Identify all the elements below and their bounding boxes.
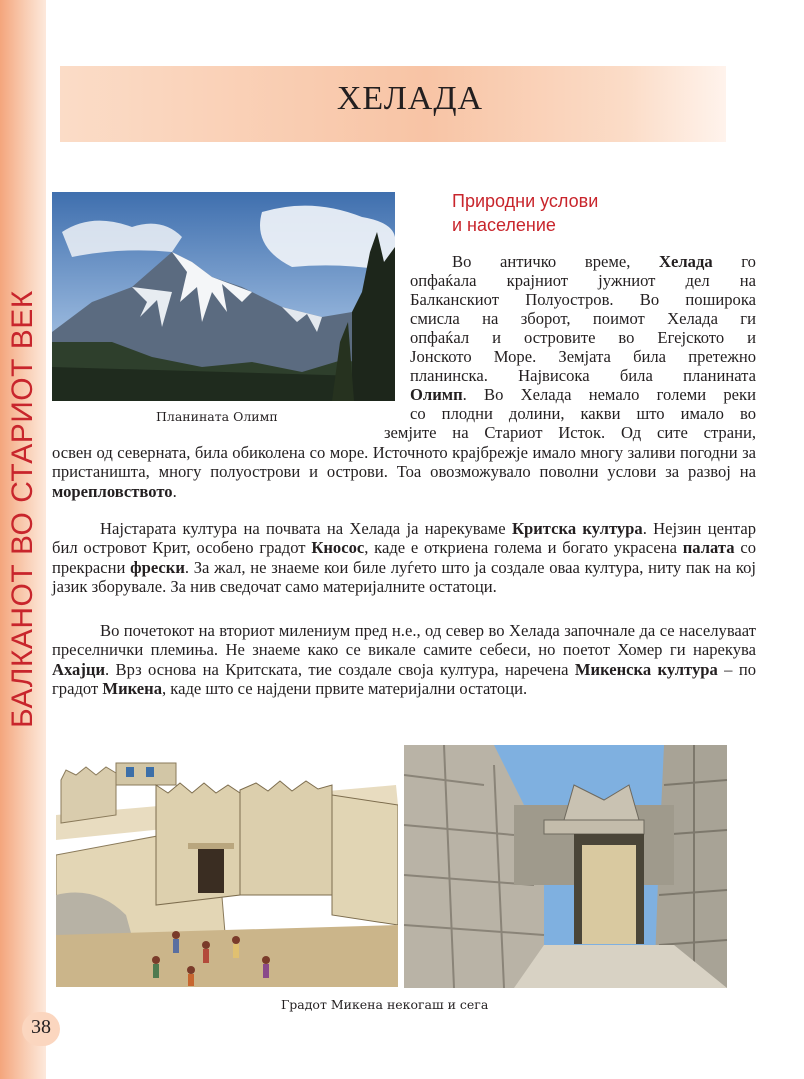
p1-line-9: со плодни долини, какви што имало во <box>410 404 756 423</box>
p1-rest: освен од северната, била обиколена со море. Источното крајбрежје имало многу заливи погодни за пристаништа, многу полуострови и острови. Тоа овозможувало поволни услови за развој на морепловството. <box>52 443 756 501</box>
p1-line-6: Јонското Море. Земјата била претежно <box>410 347 756 366</box>
p1-line-3: Балканскиот Полуостров. Во поширока <box>410 290 756 309</box>
mycenae-caption: Градот Микена некогаш и сега <box>281 997 489 1012</box>
olympus-illustration <box>52 192 395 401</box>
p1-line-10: земјите на Стариот Исток. Од сите страни, <box>384 423 756 442</box>
section-heading <box>452 189 752 237</box>
section-heading-line1: Природни услови <box>452 191 599 211</box>
page-number: 38 <box>31 1016 51 1038</box>
p1-line-1: Во античко време, Хелада го <box>452 252 756 271</box>
olympus-caption: Планината Олимп <box>156 409 278 424</box>
section-heading-line2: и население <box>452 215 556 235</box>
paragraph-2: Најстарата култура на почвата на Хелада ја нарекуваме Критска култура. Нејзин центар бил островот Крит, особено градот Кносос, каде е откриена голема и богато украсена палата со прекрасни фрески. За жал, не знаеме кои биле луѓето што ја создале оваа култура, ниту пак на кој јазик зборувале. За нив сведочат само материјалните остатоци. <box>52 519 757 596</box>
mycenae-drawing <box>56 745 398 987</box>
p1-line-7: планинска. Највисока била планината <box>410 366 756 385</box>
p1-line-8: Олимп. Во Хелада немало големи реки <box>410 385 756 404</box>
paragraph-3: Во почетокот на вториот милениум пред н.е., од север во Хелада започнале да се населуваат преселнички племиња. Не знаеме како се викале самите себеси, но поетот Хомер ги нарекува Ахајци. Врз основа на Критската, тие создале своја култура, наречена Микенска култура – по градот Микена, каде што се најдени првите материјални остатоци. <box>52 621 756 698</box>
mycenae-now-photo <box>404 745 727 988</box>
olympus-photo <box>52 192 395 401</box>
p1-line-4: смисла на зборот, поимот Хелада ги <box>410 309 756 328</box>
chapter-title: ХЕЛАДА <box>336 80 484 117</box>
side-title-text: БАЛКАНОТ ВО СТАРИОТ ВЕК <box>6 290 39 728</box>
mycenae-then-illustration <box>56 745 398 987</box>
p1-line-5: опфаќал и островите во Егејското и <box>410 328 756 347</box>
p1-line-2: опфаќала крајниот јужниот дел на <box>410 271 756 290</box>
lion-gate-photo <box>404 745 727 988</box>
